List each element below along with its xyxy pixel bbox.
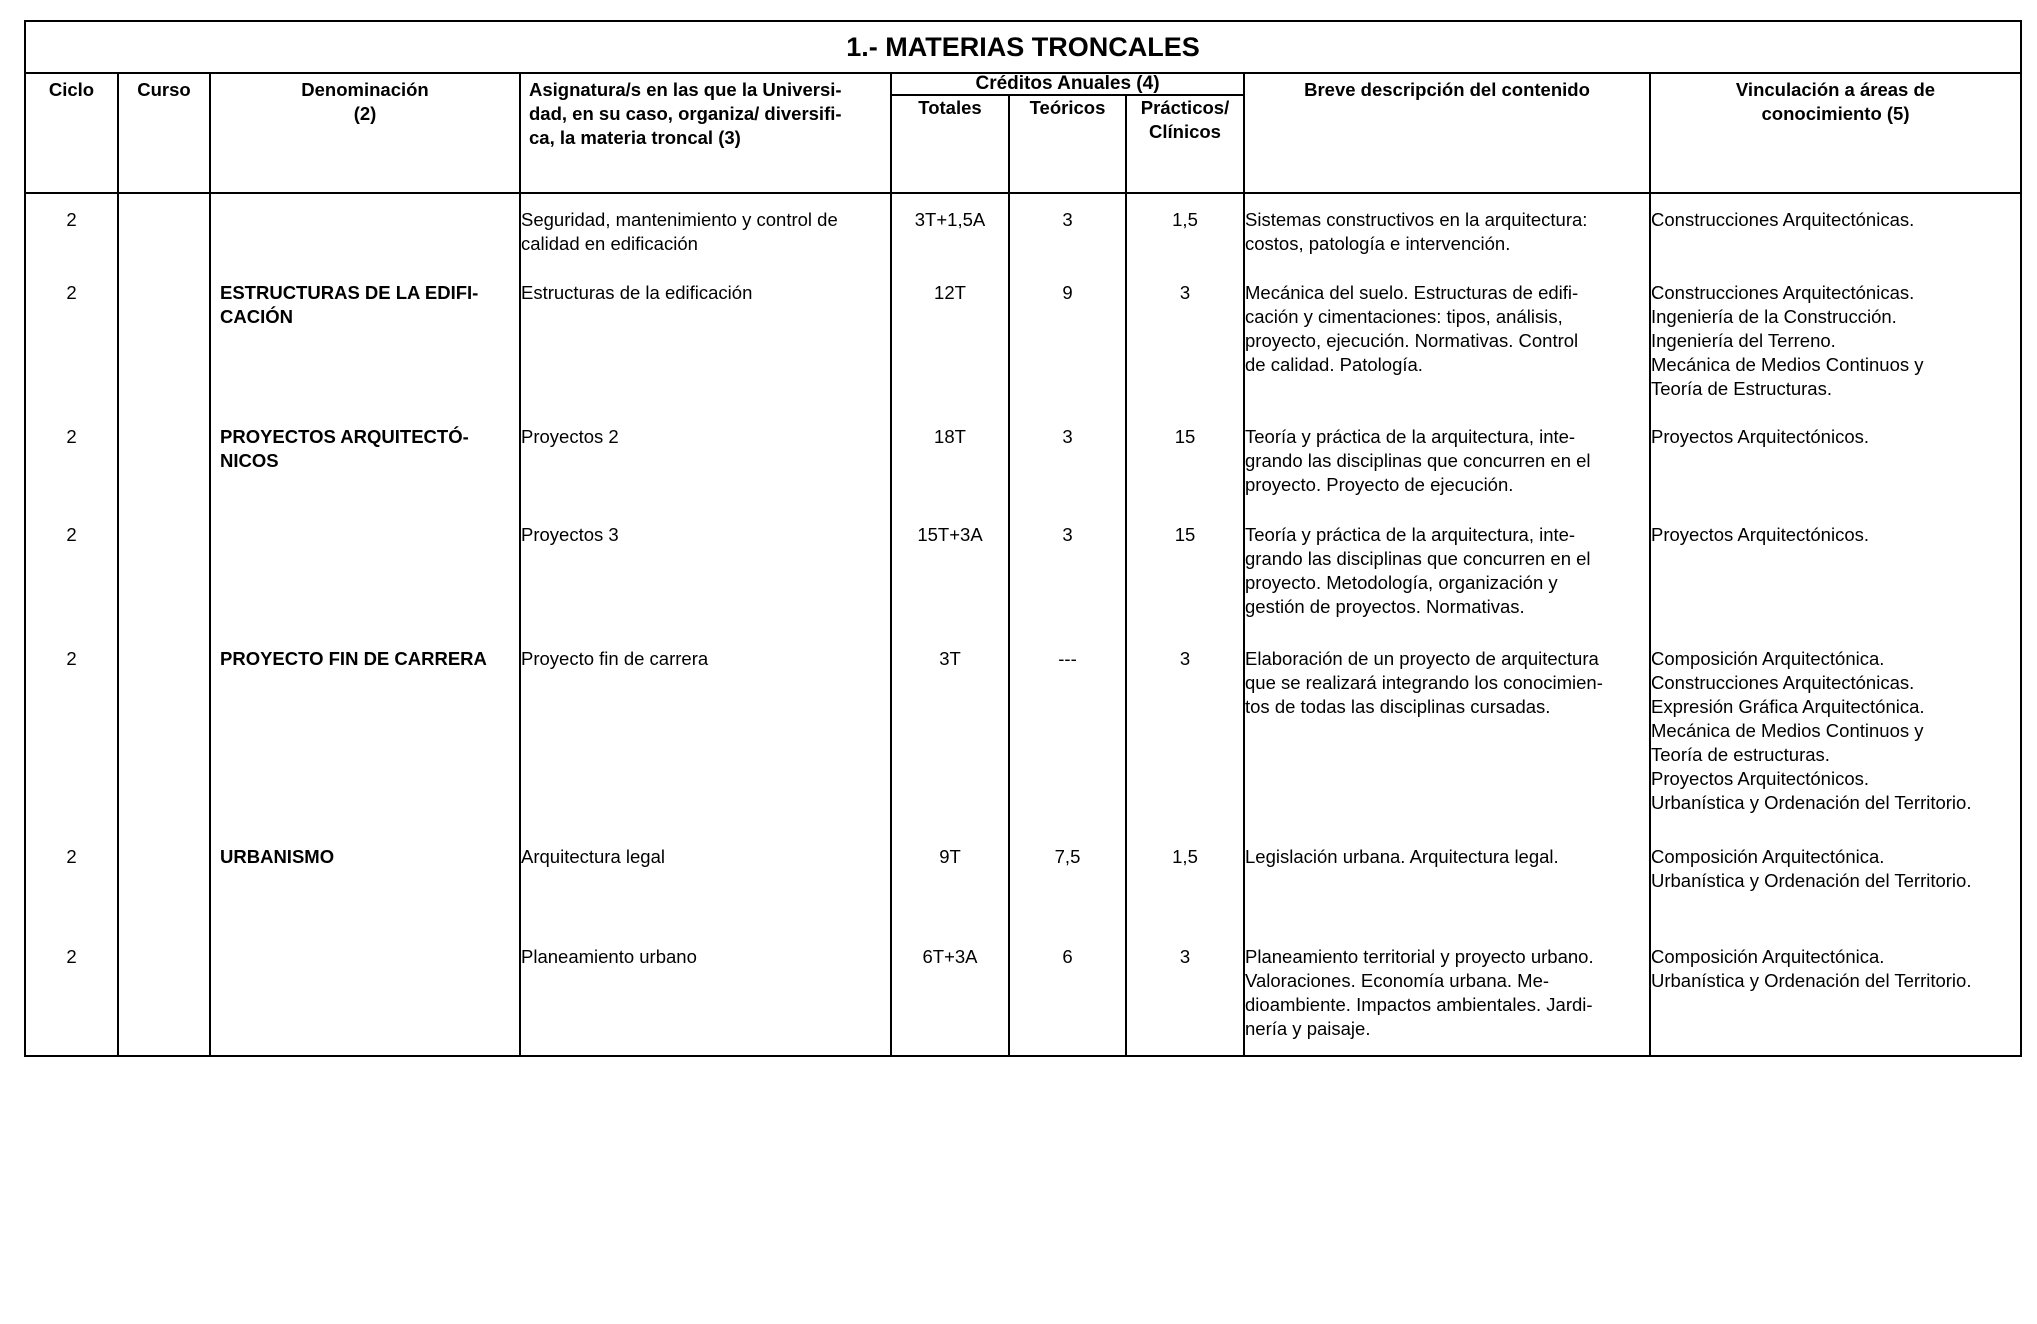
descripcion-line: Legislación urbana. Arquitectura legal.	[1245, 846, 1559, 867]
denominacion-line: PROYECTOS ARQUITECTÓ-	[220, 426, 469, 447]
vinculacion-line: Proyectos Arquitectónicos.	[1651, 426, 1869, 447]
asignatura-line: Seguridad, mantenimiento y control de	[521, 209, 838, 230]
cell-practicos: 3	[1126, 931, 1244, 1056]
cell-asignatura	[520, 633, 891, 831]
table-row	[25, 267, 2021, 411]
header-practicos-line: Clínicos	[1149, 121, 1221, 142]
header-teoricos: Teóricos	[1009, 95, 1126, 193]
header-vinculacion	[1650, 73, 2021, 193]
descripcion-line: costos, patología e intervención.	[1245, 233, 1511, 254]
header-vinculacion-line: Vinculación a áreas de	[1735, 79, 1936, 100]
cell-teoricos: 9	[1009, 267, 1126, 411]
cell-ciclo: 2	[25, 267, 118, 411]
vinculacion-line: Teoría de Estructuras.	[1651, 378, 1832, 399]
cell-teoricos: 3	[1009, 193, 1126, 267]
denominacion-line: NICOS	[220, 450, 279, 471]
denominacion-line: URBANISMO	[220, 846, 335, 867]
cell-vinculacion	[1650, 509, 2021, 633]
asignatura-line: Arquitectura legal	[521, 846, 665, 867]
vinculacion-line: Composición Arquitectónica.	[1651, 946, 1885, 967]
descripcion-line: gestión de proyectos. Normativas.	[1245, 596, 1525, 617]
header-asignatura-line: ca, la materia troncal (3)	[529, 127, 741, 148]
cell-curso	[118, 831, 210, 931]
cell-vinculacion	[1650, 831, 2021, 931]
cell-totales: 9T	[891, 831, 1009, 931]
table-row	[25, 633, 2021, 831]
descripcion-line: tos de todas las disciplinas cursadas.	[1245, 696, 1551, 717]
descripcion-line: Mecánica del suelo. Estructuras de edifi-	[1245, 282, 1579, 303]
vinculacion-line: Proyectos Arquitectónicos.	[1651, 768, 1869, 789]
cell-descripcion	[1244, 267, 1650, 411]
table-row	[25, 193, 2021, 267]
cell-vinculacion	[1650, 193, 2021, 267]
vinculacion-line: Urbanística y Ordenación del Territorio.	[1651, 792, 1972, 813]
cell-teoricos: 6	[1009, 931, 1126, 1056]
descripcion-line: proyecto. Proyecto de ejecución.	[1245, 474, 1514, 495]
descripcion-line: nería y paisaje.	[1245, 1018, 1371, 1039]
cell-curso	[118, 411, 210, 509]
cell-vinculacion	[1650, 267, 2021, 411]
descripcion-line: Elaboración de un proyecto de arquitectura	[1245, 648, 1599, 669]
cell-denominacion	[210, 267, 520, 411]
table-row	[25, 831, 2021, 931]
vinculacion-line: Ingeniería del Terreno.	[1651, 330, 1836, 351]
cell-practicos: 3	[1126, 267, 1244, 411]
descripcion-line: dioambiente. Impactos ambientales. Jardi-	[1245, 994, 1593, 1015]
descripcion-line: Planeamiento territorial y proyecto urbano.	[1245, 946, 1594, 967]
descripcion-line: que se realizará integrando los conocimien-	[1245, 672, 1603, 693]
cell-vinculacion	[1650, 931, 2021, 1056]
cell-denominacion	[210, 831, 520, 931]
table-title: 1.- MATERIAS TRONCALES	[25, 21, 2021, 73]
cell-ciclo: 2	[25, 193, 118, 267]
vinculacion-line: Urbanística y Ordenación del Territorio.	[1651, 870, 1972, 891]
cell-descripcion	[1244, 633, 1650, 831]
denominacion-line: ESTRUCTURAS DE LA EDIFI-	[220, 282, 479, 303]
cell-descripcion	[1244, 411, 1650, 509]
vinculacion-line: Composición Arquitectónica.	[1651, 648, 1885, 669]
cell-totales: 3T+1,5A	[891, 193, 1009, 267]
cell-practicos: 15	[1126, 509, 1244, 633]
cell-curso	[118, 509, 210, 633]
denominacion-line: CACIÓN	[220, 306, 293, 327]
asignatura-line: calidad en edificación	[521, 233, 698, 254]
cell-practicos: 1,5	[1126, 831, 1244, 931]
cell-descripcion	[1244, 831, 1650, 931]
cell-denominacion	[210, 633, 520, 831]
cell-practicos: 1,5	[1126, 193, 1244, 267]
vinculacion-line: Expresión Gráfica Arquitectónica.	[1651, 696, 1925, 717]
cell-ciclo: 2	[25, 411, 118, 509]
header-creditos-anuales: Créditos Anuales (4)	[891, 73, 1244, 95]
cell-totales: 18T	[891, 411, 1009, 509]
header-vinculacion-line: conocimiento (5)	[1761, 103, 1910, 124]
cell-curso	[118, 193, 210, 267]
descripcion-line: cación y cimentaciones: tipos, análisis,	[1245, 306, 1563, 327]
cell-descripcion	[1244, 931, 1650, 1056]
header-asignatura	[520, 73, 891, 193]
header-practicos	[1126, 95, 1244, 193]
cell-totales: 6T+3A	[891, 931, 1009, 1056]
descripcion-line: Teoría y práctica de la arquitectura, inte-	[1245, 426, 1576, 447]
cell-totales: 3T	[891, 633, 1009, 831]
cell-ciclo: 2	[25, 633, 118, 831]
cell-curso	[118, 267, 210, 411]
cell-ciclo: 2	[25, 509, 118, 633]
vinculacion-line: Construcciones Arquitectónicas.	[1651, 209, 1915, 230]
cell-asignatura	[520, 831, 891, 931]
vinculacion-line: Proyectos Arquitectónicos.	[1651, 524, 1869, 545]
cell-ciclo: 2	[25, 831, 118, 931]
header-asignatura-line: Asignatura/s en las que la Universi-	[529, 79, 842, 100]
asignatura-line: Proyecto fin de carrera	[521, 648, 709, 669]
table-row	[25, 411, 2021, 509]
cell-practicos: 15	[1126, 411, 1244, 509]
cell-descripcion	[1244, 193, 1650, 267]
vinculacion-line: Teoría de estructuras.	[1651, 744, 1830, 765]
cell-curso	[118, 633, 210, 831]
header-denominacion-note: (2)	[353, 103, 377, 124]
descripcion-line: grando las disciplinas que concurren en el	[1245, 548, 1591, 569]
asignatura-line: Planeamiento urbano	[521, 946, 697, 967]
cell-vinculacion	[1650, 411, 2021, 509]
cell-asignatura	[520, 411, 891, 509]
cell-asignatura	[520, 193, 891, 267]
vinculacion-line: Ingeniería de la Construcción.	[1651, 306, 1897, 327]
header-asignatura-line: dad, en su caso, organiza/ diversifi-	[529, 103, 842, 124]
descripcion-line: Sistemas constructivos en la arquitectura:	[1245, 209, 1588, 230]
cell-asignatura	[520, 509, 891, 633]
cell-teoricos: ---	[1009, 633, 1126, 831]
vinculacion-line: Construcciones Arquitectónicas.	[1651, 672, 1915, 693]
cell-ciclo: 2	[25, 931, 118, 1056]
descripcion-line: Teoría y práctica de la arquitectura, inte-	[1245, 524, 1576, 545]
descripcion-line: proyecto, ejecución. Normativas. Control	[1245, 330, 1579, 351]
header-practicos-line: Prácticos/	[1140, 97, 1230, 118]
descripcion-line: proyecto. Metodología, organización y	[1245, 572, 1558, 593]
header-descripcion: Breve descripción del contenido	[1244, 73, 1650, 193]
cell-asignatura	[520, 931, 891, 1056]
header-ciclo: Ciclo	[25, 73, 118, 193]
materias-troncales-table	[24, 20, 2022, 1057]
cell-descripcion	[1244, 509, 1650, 633]
cell-denominacion	[210, 931, 520, 1056]
table-row	[25, 931, 2021, 1056]
vinculacion-line: Mecánica de Medios Continuos y	[1651, 354, 1924, 375]
vinculacion-line: Mecánica de Medios Continuos y	[1651, 720, 1924, 741]
header-denominacion-label: Denominación	[301, 79, 429, 100]
asignatura-line: Proyectos 2	[521, 426, 619, 447]
cell-totales: 12T	[891, 267, 1009, 411]
cell-asignatura	[520, 267, 891, 411]
vinculacion-line: Urbanística y Ordenación del Territorio.	[1651, 970, 1972, 991]
cell-teoricos: 3	[1009, 509, 1126, 633]
descripcion-line: grando las disciplinas que concurren en el	[1245, 450, 1591, 471]
cell-practicos: 3	[1126, 633, 1244, 831]
cell-denominacion	[210, 411, 520, 509]
cell-teoricos: 7,5	[1009, 831, 1126, 931]
header-totales: Totales	[891, 95, 1009, 193]
denominacion-line: PROYECTO FIN DE CARRERA	[220, 648, 487, 669]
vinculacion-line: Composición Arquitectónica.	[1651, 846, 1885, 867]
cell-vinculacion	[1650, 633, 2021, 831]
asignatura-line: Estructuras de la edificación	[521, 282, 753, 303]
header-curso: Curso	[118, 73, 210, 193]
cell-curso	[118, 931, 210, 1056]
descripcion-line: de calidad. Patología.	[1245, 354, 1423, 375]
cell-denominacion	[210, 509, 520, 633]
cell-totales: 15T+3A	[891, 509, 1009, 633]
header-denominacion	[210, 73, 520, 193]
table-row	[25, 509, 2021, 633]
vinculacion-line: Construcciones Arquitectónicas.	[1651, 282, 1915, 303]
cell-teoricos: 3	[1009, 411, 1126, 509]
asignatura-line: Proyectos 3	[521, 524, 619, 545]
cell-denominacion	[210, 193, 520, 267]
descripcion-line: Valoraciones. Economía urbana. Me-	[1245, 970, 1550, 991]
